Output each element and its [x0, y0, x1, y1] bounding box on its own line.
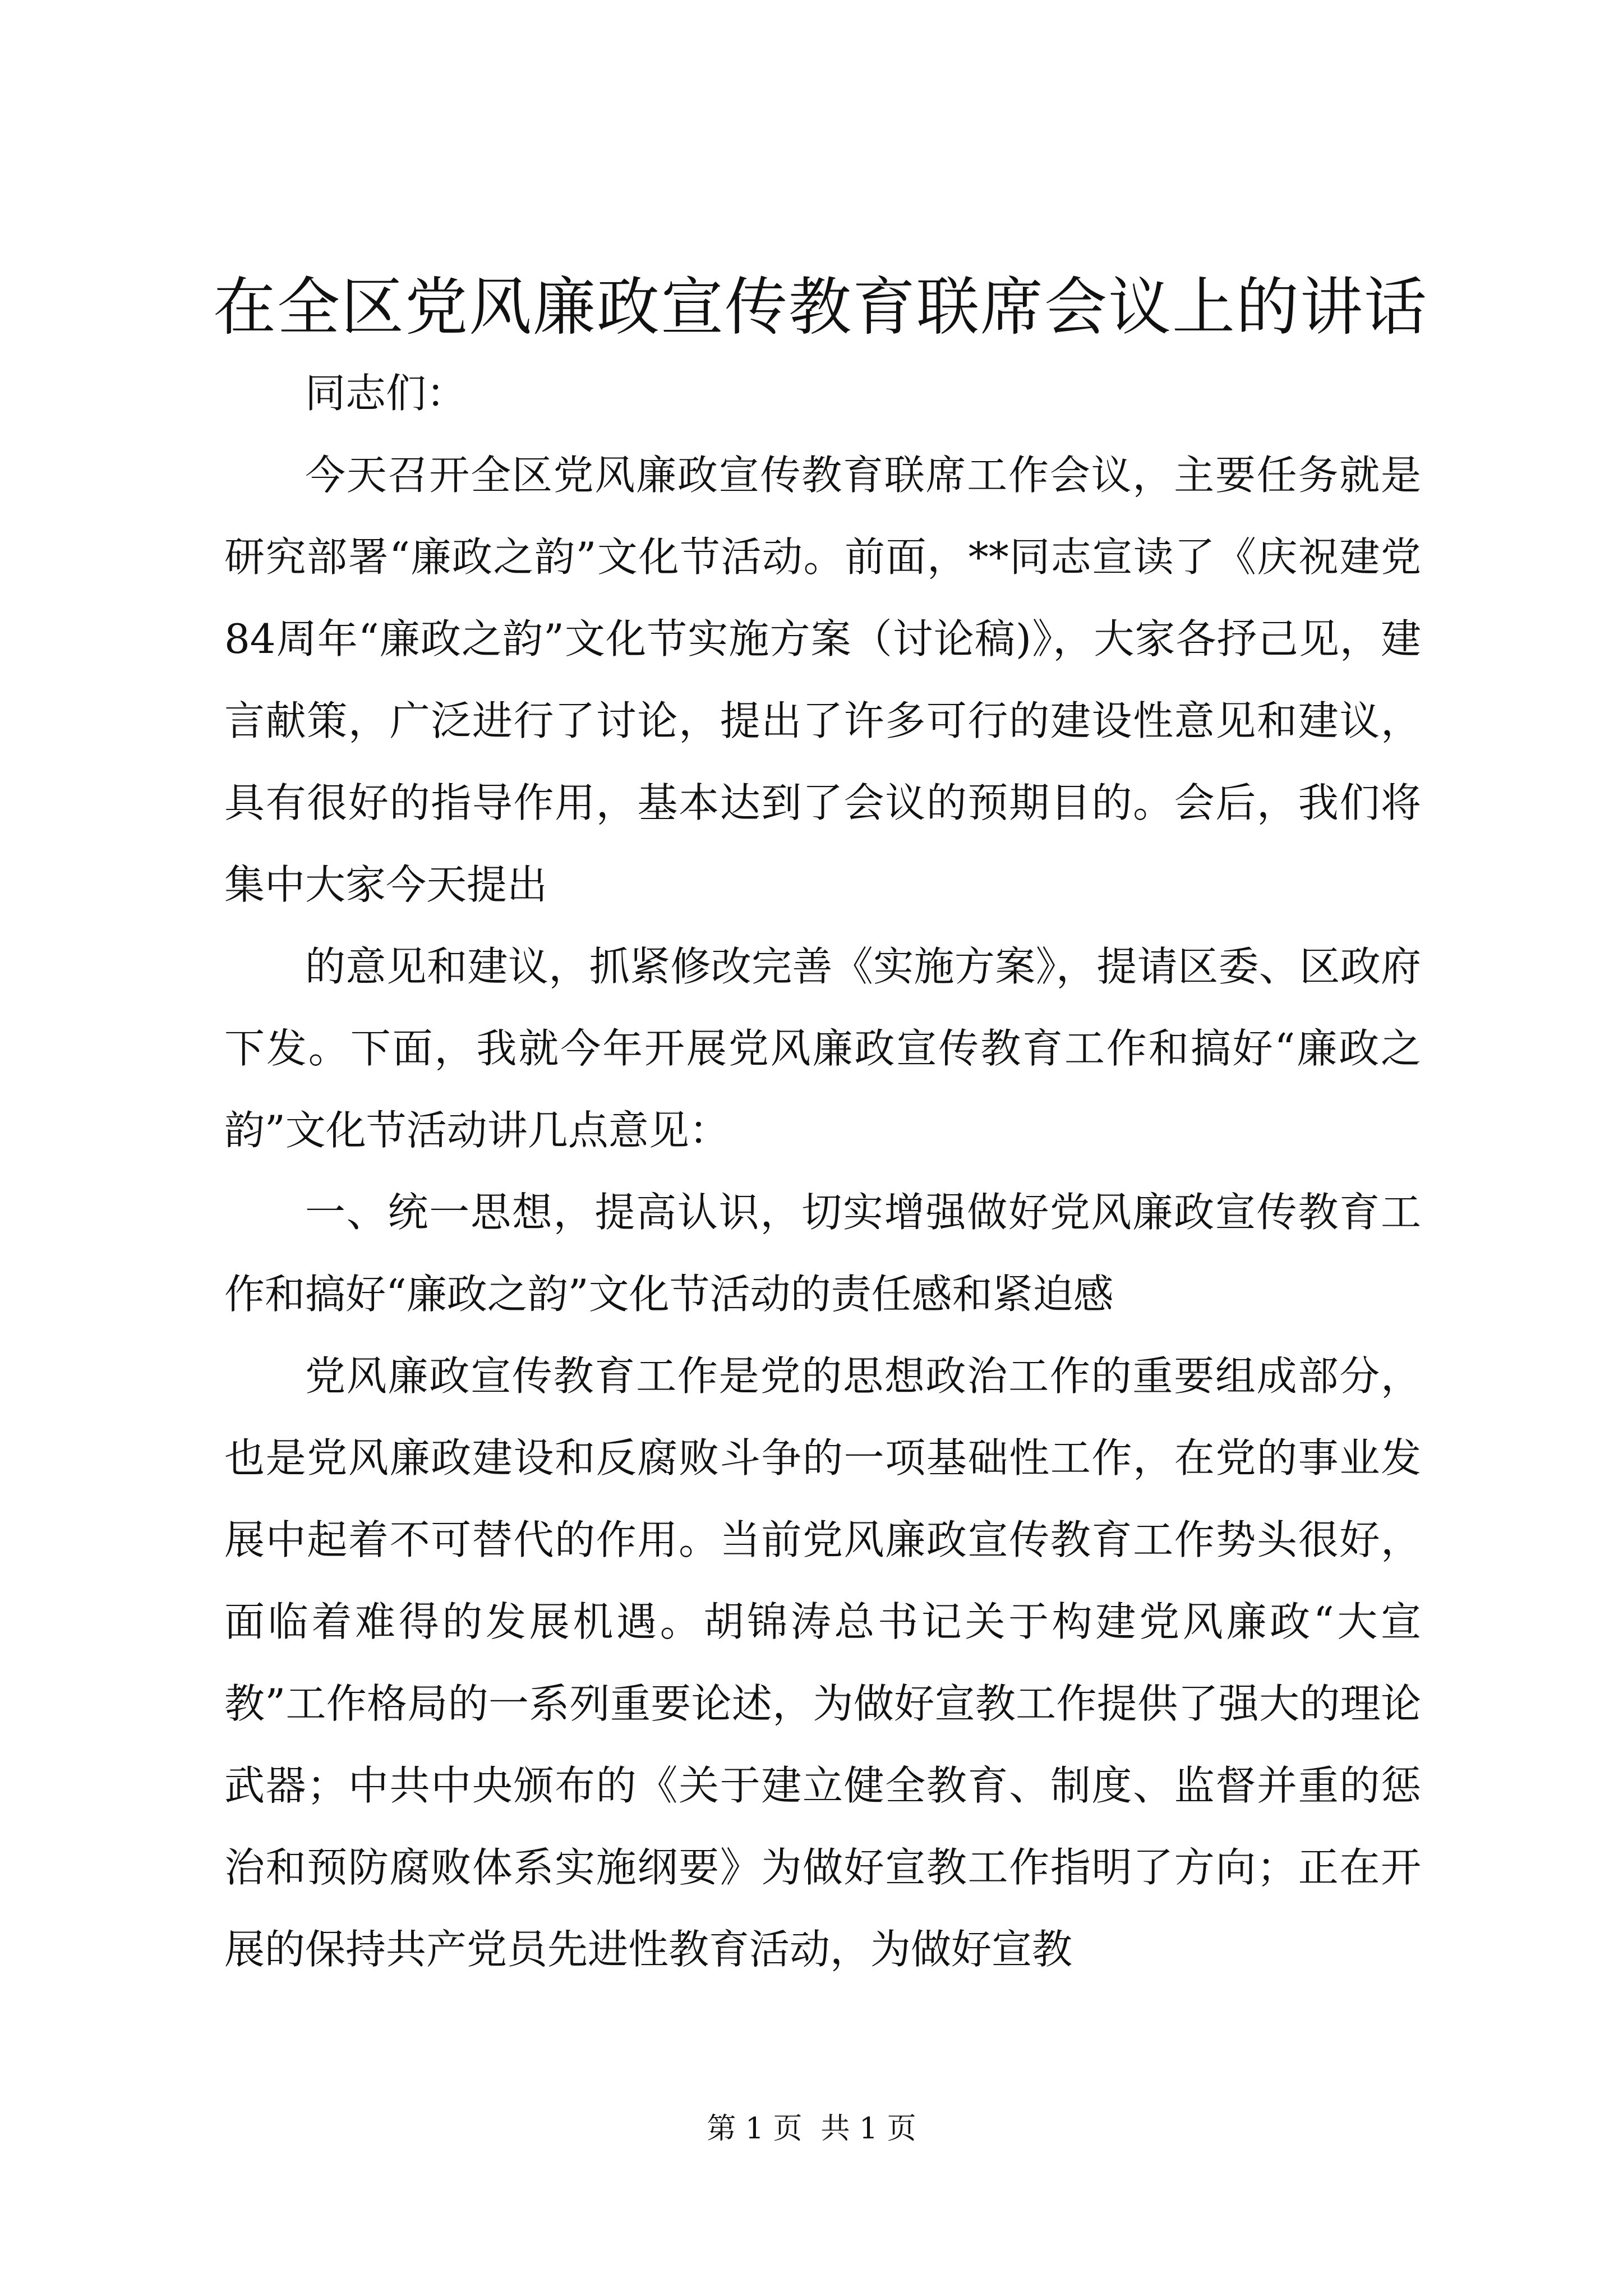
document-body: [224, 352, 1421, 1990]
body-paragraph: 党风廉政宣传教育工作是党的思想政治工作的重要组成部分，也是党风廉政建设和反腐败斗争的一项基础性工作，在党的事业发展中起着不可替代的作用。当前党风廉政宣传教育工作势头很好，面临着难得的发展机遇。胡锦涛总书记关于构建党风廉政“大宣教”工作格局的一系列重要论述，为做好宣教工作提供了强大的理论武器；中共中央颁布的《关于建立健全教育、制度、监督并重的惩治和预防腐败体系实施纲要》为做好宣教工作指明了方向；正在开展的保持共产党员先进性教育活动，为做好宣教: [224, 1352, 1421, 1973]
page-number-footer: 第 1 页 共 1 页: [707, 2112, 916, 2146]
document-title: 在全区党风廉政宣传教育联席会议上的讲话: [213, 271, 1428, 344]
salutation-paragraph: 同志们：: [305, 370, 467, 417]
body-paragraph: 的意见和建议，抓紧修改完善《实施方案》，提请区委、区政府下发。下面，我就今年开展党风廉政宣传教育工作和搞好“廉政之韵”文化节活动讲几点意见：: [224, 943, 1421, 1154]
section-heading: 一、统一思想，提高认识，切实增强做好党风廉政宣传教育工作和搞好“廉政之韵”文化节活动的责任感和紧迫感: [224, 1189, 1421, 1318]
body-paragraph: 今天召开全区党风廉政宣传教育联席工作会议，主要任务就是研究部署“廉政之韵”文化节活动。前面，**同志宣读了《庆祝建党84周年“廉政之韵”文化节实施方案（讨论稿)》，大家各抒己见，建言献策，广泛进行了讨论，提出了许多可行的建设性意见和建议，具有很好的指导作用，基本达到了会议的预期目的。会后，我们将集中大家今天提出: [224, 452, 1421, 908]
